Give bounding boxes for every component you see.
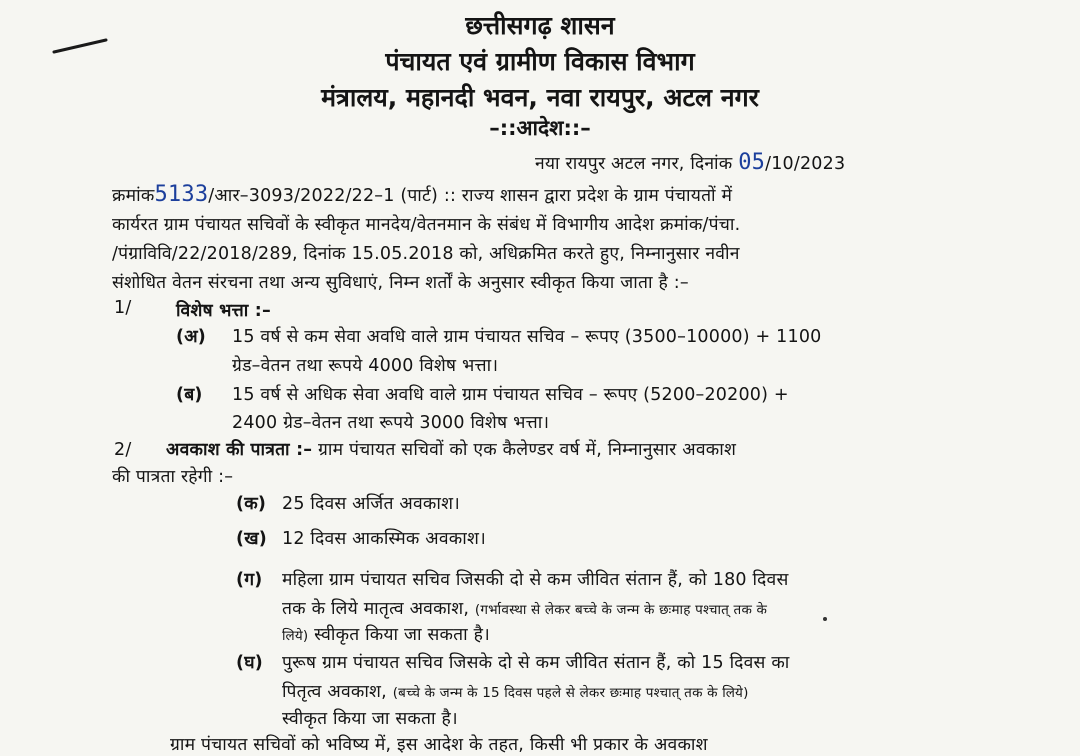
section2-gha-line1: पुरूष ग्राम पंचायत सचिव जिसके दो से कम जीवित संतान हैं, को 15 दिवस का <box>282 653 790 673</box>
department-title: पंचायत एवं ग्रामीण विकास विभाग <box>385 47 695 76</box>
section2-ga-line2 <box>282 596 767 620</box>
section1-a-line2: ग्रेड–वेतन तथा रूपये 4000 विशेष भत्ता। <box>232 356 499 376</box>
section2-ga-line3 <box>282 622 490 646</box>
date-rest: /10/2023 <box>765 154 846 174</box>
section1-number: 1/ <box>114 298 132 318</box>
section2-number: 2/ <box>114 440 132 460</box>
ga-line3-main: स्वीकृत किया जा सकता है। <box>314 625 490 645</box>
gha-line2-main: पितृत्व अवकाश, <box>282 682 387 702</box>
section2-gha-marker: (घ) <box>236 653 263 673</box>
section2-kha-marker: (ख) <box>236 529 267 549</box>
section2-intro-rest: ग्राम पंचायत सचिवों को एक कैलेण्डर वर्ष में, निम्नानुसार अवकाश <box>318 440 737 460</box>
date-line <box>535 150 845 175</box>
continuation-line: ग्राम पंचायत सचिवों को भविष्य में, इस आदेश के तहत, किसी भी प्रकार के अवकाश <box>170 735 708 755</box>
section1-a-line1: 15 वर्ष से कम सेवा अवधि वाले ग्राम पंचायत सचिव – रूपए (3500–10000) + 1100 <box>232 327 822 347</box>
section1-b-line1: 15 वर्ष से अधिक सेवा अवधि वाले ग्राम पंचायत सचिव – रूपए (5200–20200) + <box>232 385 789 405</box>
section2-ga-marker: (ग) <box>236 570 263 590</box>
handwritten-day: 05 <box>738 150 766 175</box>
reference-line-2: कार्यरत ग्राम पंचायत सचिवों के स्वीकृत मानदेय/वेतनमान के संबंध में विभागीय आदेश क्रमांक/पंचा. <box>112 215 741 235</box>
order-title: –::आदेश::– <box>489 116 591 140</box>
section2-gha-line3: स्वीकृत किया जा सकता है। <box>282 709 458 729</box>
reference-line-1 <box>112 182 732 207</box>
section1-a-marker: (अ) <box>176 327 206 347</box>
section1-b-line2: 2400 ग्रेड–वेतन तथा रूपये 3000 विशेष भत्ता। <box>232 413 550 433</box>
ga-line2-main: तक के लिये मातृत्व अवकाश, <box>282 599 470 619</box>
ref-prefix: क्रमांक <box>112 186 155 206</box>
handwritten-order-number: 5133 <box>154 182 209 207</box>
gha-line2-parenthetical: (बच्चे के जन्म के 15 दिवस पहले से लेकर छःमाह पश्चात् तक के लिये) <box>392 685 749 701</box>
section2-gha-line2 <box>282 679 749 703</box>
reference-line-4: संशोधित वेतन संरचना तथा अन्य सुविधाएं, निम्न शर्तों के अनुसार स्वीकृत किया जाता है :– <box>112 273 689 293</box>
ga-line2-parenthetical: (गर्भावस्था से लेकर बच्चे के जन्म के छःमाह पश्चात् तक के <box>474 602 768 618</box>
section2-intro-line1 <box>114 437 736 461</box>
ink-dot <box>823 617 827 621</box>
ga-line3-parenthetical: लिये) <box>282 628 309 644</box>
date-prefix: नया रायपुर अटल नगर, दिनांक <box>535 154 733 174</box>
government-title: छत्तीसगढ़ शासन <box>465 11 615 40</box>
section2-kha-text: 12 दिवस आकस्मिक अवकाश। <box>282 529 486 549</box>
reference-line-3: /पंग्राविवि/22/2018/289, दिनांक 15.05.2018 को, अधिक्रमित करते हुए, निम्नानुसार नवीन <box>112 244 740 264</box>
section2-title: अवकाश की पात्रता :– <box>166 440 313 460</box>
ref-line1-rest: /आर–3093/2022/22–1 (पार्ट) :: राज्य शासन द्वारा प्रदेश के ग्राम पंचायतों में <box>208 186 733 206</box>
section1-title: विशेष भत्ता :– <box>176 301 271 321</box>
section1-b-marker: (ब) <box>176 385 203 405</box>
section2-ga-line1: महिला ग्राम पंचायत सचिव जिसकी दो से कम जीवित संतान हैं, को 180 दिवस <box>282 570 789 590</box>
section2-intro-line2: की पात्रता रहेगी :– <box>112 467 234 487</box>
section2-ka-text: 25 दिवस अर्जित अवकाश। <box>282 494 461 514</box>
address-line: मंत्रालय, महानदी भवन, नवा रायपुर, अटल नगर <box>321 83 759 112</box>
section2-ka-marker: (क) <box>236 494 267 514</box>
